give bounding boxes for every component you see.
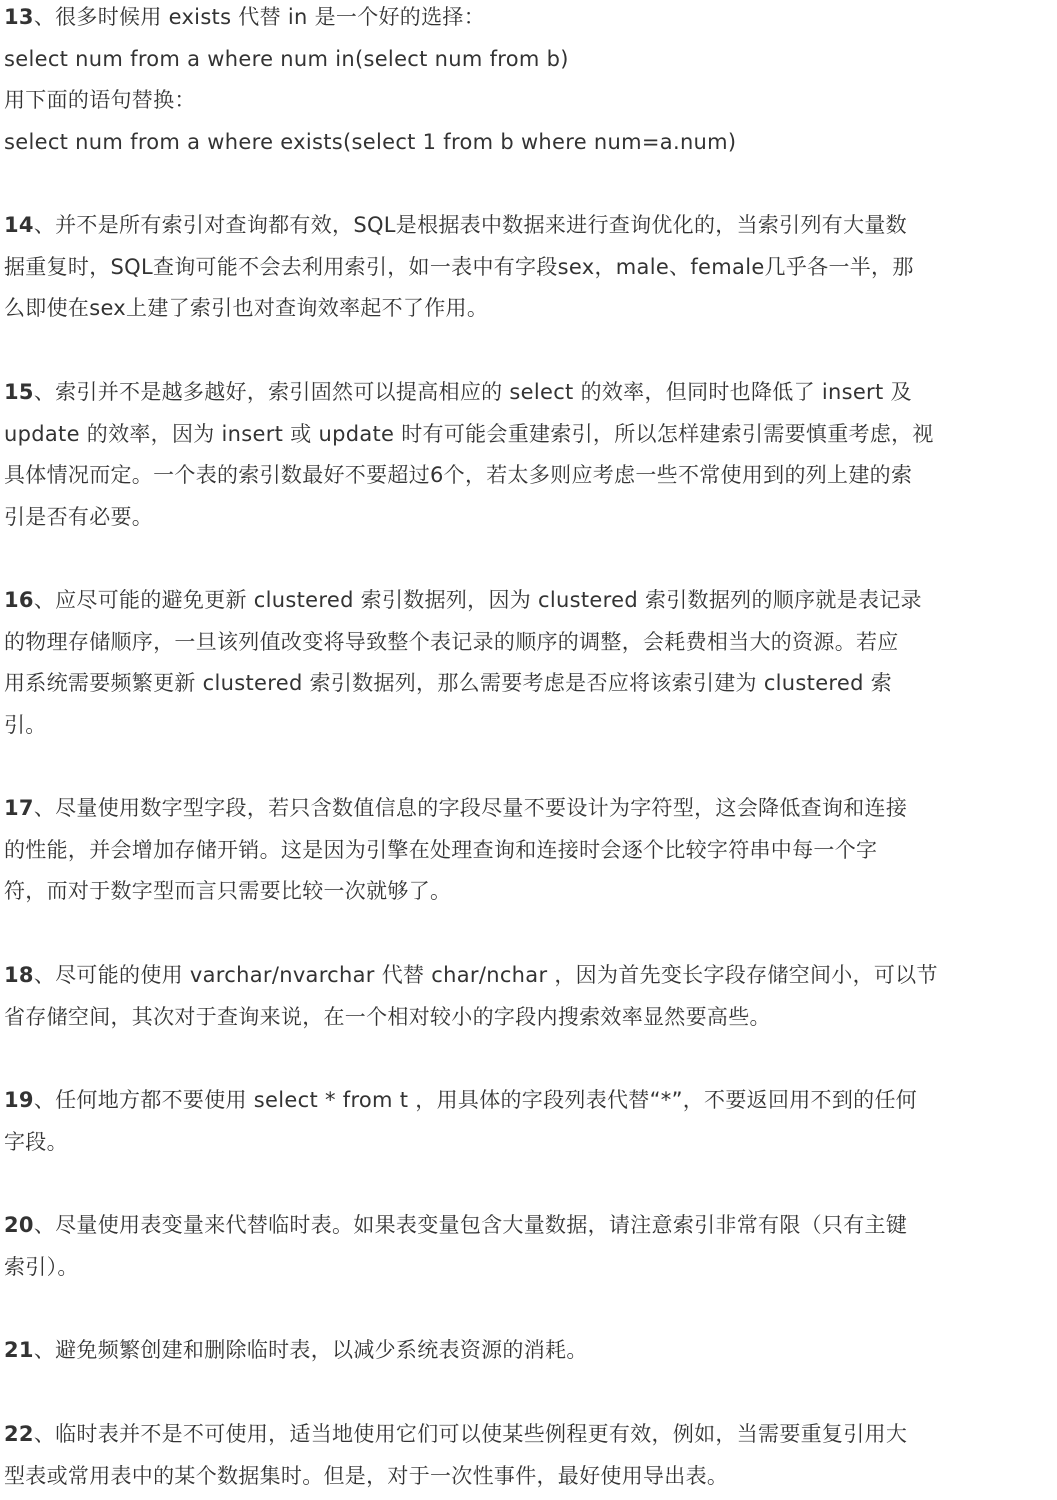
paragraph-line — [4, 205, 1049, 247]
paragraph-line: 省存储空间，其次对于查询来说，在一个相对较小的字段内搜索效率显然要高些。 — [4, 1004, 771, 1029]
line-text: 、很多时候用 exists 代替 in 是一个好的选择： — [33, 5, 486, 29]
paragraph-line — [4, 1330, 1049, 1372]
paragraph-line: update 的效率，因为 insert 或 update 时有可能会重建索引，所以怎样建索引需要慎重考虑，视 — [4, 421, 934, 446]
paragraph-line: 符，而对于数字型而言只需要比较一次就够了。 — [4, 879, 452, 904]
tip-number: 22 — [4, 1422, 34, 1446]
paragraph-line: 具体情况而定。一个表的索引数最好不要超过6个，若太多则应考虑一些不常使用到的列上建的索 — [4, 463, 913, 488]
paragraph-line: select num from a where num in(select num from b) — [4, 46, 569, 71]
line-text: 、并不是所有索引对查询都有效，SQL是根据表中数据来进行查询优化的，当索引列有大量数 — [33, 213, 907, 237]
tip-14 — [4, 205, 1049, 330]
tip-number: 19 — [4, 1088, 34, 1112]
tip-number: 21 — [4, 1338, 34, 1362]
paragraph-line: 据重复时，SQL查询可能不会去利用索引，如一表中有字段sex，male、female几乎各一半，那 — [4, 254, 914, 279]
tip-16 — [4, 580, 1049, 747]
line-text: 、应尽可能的避免更新 clustered 索引数据列，因为 clustered 索引数据列的顺序就是表记录 — [33, 588, 922, 612]
tip-15 — [4, 372, 1049, 539]
tip-17 — [4, 788, 1049, 913]
paragraph-line: 引是否有必要。 — [4, 505, 154, 530]
paragraph-line: 引。 — [4, 713, 47, 738]
paragraph-line — [4, 1080, 1049, 1122]
tip-number: 13 — [4, 5, 34, 29]
paragraph-line — [4, 372, 1049, 414]
tip-18 — [4, 955, 1049, 1038]
tip-19 — [4, 1080, 1049, 1163]
tip-13 — [4, 0, 1049, 164]
tip-number: 20 — [4, 1213, 34, 1237]
paragraph-line — [4, 0, 1049, 39]
tip-number: 17 — [4, 796, 34, 820]
paragraph-line — [4, 1205, 1049, 1247]
tip-20 — [4, 1205, 1049, 1288]
tip-number: 18 — [4, 963, 34, 987]
line-text: 、任何地方都不要使用 select * from t ，用具体的字段列表代替“*”，不要返回用不到的任何 — [33, 1088, 918, 1112]
paragraph-line: 的物理存储顺序，一旦该列值改变将导致整个表记录的顺序的调整，会耗费相当大的资源。若应 — [4, 629, 899, 654]
paragraph-line: 字段。 — [4, 1129, 68, 1154]
tip-number: 16 — [4, 588, 34, 612]
tip-number: 15 — [4, 380, 34, 404]
paragraph-line: 么即使在sex上建了索引也对查询效率起不了作用。 — [4, 296, 489, 321]
tip-21 — [4, 1330, 1049, 1372]
line-text: 、避免频繁创建和删除临时表，以减少系统表资源的消耗。 — [33, 1338, 588, 1362]
paragraph-line: 型表或常用表中的某个数据集时。但是，对于一次性事件，最好使用导出表。 — [4, 1463, 729, 1488]
paragraph-line: 索引）。 — [4, 1254, 79, 1279]
tip-22 — [4, 1414, 1049, 1497]
line-text: 、临时表并不是不可使用，适当地使用它们可以使某些例程更有效，例如，当需要重复引用大 — [33, 1422, 908, 1446]
paragraph-line: select num from a where exists(select 1 from b where num=a.num) — [4, 130, 737, 155]
paragraph-line: 的性能，并会增加存储开销。这是因为引擎在处理查询和连接时会逐个比较字符串中每一个字 — [4, 837, 878, 862]
line-text: 、尽可能的使用 varchar/nvarchar 代替 char/nchar ，因为首先变长字段存储空间小，可以节 — [33, 963, 938, 987]
paragraph-line — [4, 580, 1049, 622]
paragraph-line — [4, 788, 1049, 830]
paragraph-line: 用系统需要频繁更新 clustered 索引数据列，那么需要考虑是否应将该索引建为 clustered 索 — [4, 671, 893, 696]
paragraph-line — [4, 955, 1049, 997]
paragraph-line: 用下面的语句替换： — [4, 88, 196, 113]
tip-number: 14 — [4, 213, 34, 237]
paragraph-line — [4, 1414, 1049, 1456]
line-text: 、索引并不是越多越好，索引固然可以提高相应的 select 的效率，但同时也降低了 insert 及 — [33, 380, 912, 404]
line-text: 、尽量使用表变量来代替临时表。如果表变量包含大量数据，请注意索引非常有限（只有主键 — [33, 1213, 908, 1237]
line-text: 、尽量使用数字型字段，若只含数值信息的字段尽量不要设计为字符型，这会降低查询和连接 — [33, 796, 908, 820]
